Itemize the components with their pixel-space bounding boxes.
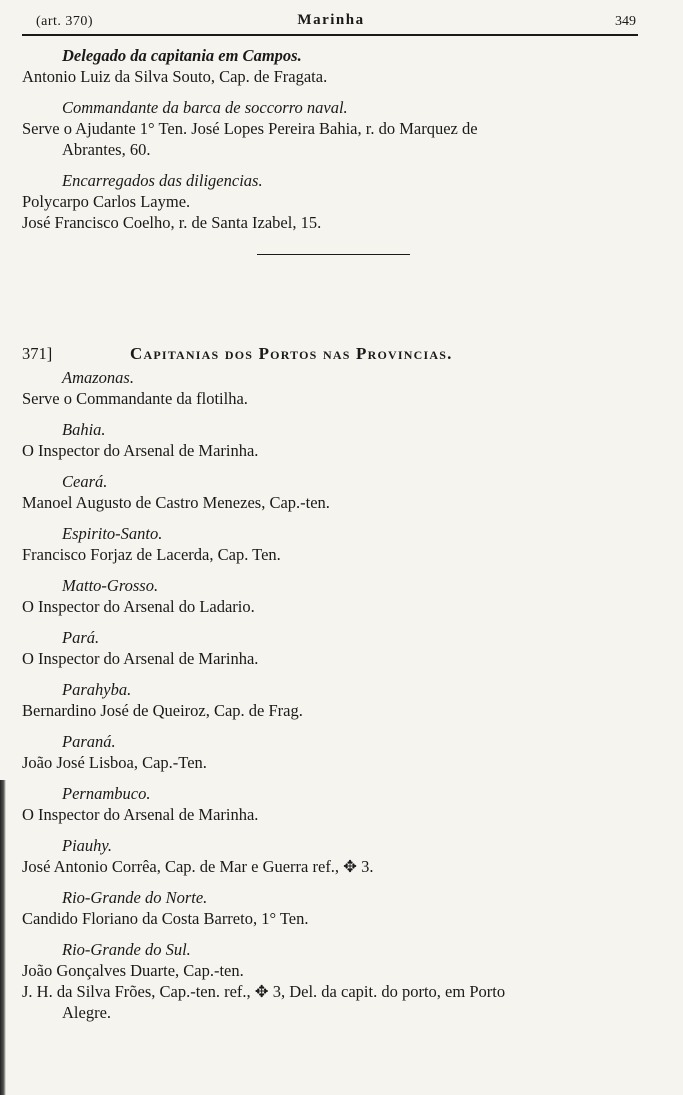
province-line-continued: Alegre. [62,1003,112,1022]
entry-heading: Delegado da capitania em Campos. [62,46,302,65]
entry-heading: Encarregados das diligencias. [62,171,263,190]
province-name: Pará. [62,628,100,647]
province-line: J. H. da Silva Frões, Cap.-ten. ref., ✥ 3, Del. da capit. do porto, em Porto [22,982,506,1001]
section-divider [257,254,410,255]
province-entry [22,523,652,565]
header-rule [22,34,638,36]
entry-commandante [22,97,652,160]
province-entry [22,939,652,1023]
province-entry [22,783,652,825]
top-block [22,45,652,243]
province-line: João José Lisboa, Cap.-Ten. [22,753,207,772]
province-name: Parahyba. [62,680,132,699]
province-line: Manoel Augusto de Castro Menezes, Cap.-ten. [22,493,330,512]
entry-line: Antonio Luiz da Silva Souto, Cap. de Fragata. [22,67,328,86]
province-entry [22,679,652,721]
province-name: Ceará. [62,472,108,491]
section-number: 371] [22,344,53,363]
province-entry [22,731,652,773]
province-name: Matto-Grosso. [62,576,159,595]
province-line: O Inspector do Arsenal de Marinha. [22,805,259,824]
province-entry [22,835,652,877]
entry-encarregados [22,170,652,233]
entry-line: José Francisco Coelho, r. de Santa Izabel, 15. [22,213,322,232]
province-entry [22,367,652,409]
province-entry [22,471,652,513]
entry-line-continued: Abrantes, 60. [62,140,151,159]
province-entry [22,887,652,929]
province-line: Bernardino José de Queiroz, Cap. de Frag. [22,701,303,720]
province-entry [22,627,652,669]
line-text: Serve o Ajudante 1° Ten. José Lopes Pereira Bahia, r. do Marquez de [22,119,478,138]
entry-heading: Commandante da barca de soccorro naval. [62,98,348,117]
province-line: José Antonio Corrêa, Cap. de Mar e Guerra ref., ✥ 3. [22,857,374,876]
province-name: Rio-Grande do Sul. [62,940,191,959]
province-line: João Gonçalves Duarte, Cap.-ten. [22,961,244,980]
province-entry [22,575,652,617]
province-name: Piauhy. [62,836,112,855]
province-name: Rio-Grande do Norte. [62,888,208,907]
province-entry [22,419,652,461]
page-binding-shadow [0,780,6,1095]
province-line: Candido Floriano da Costa Barreto, 1° Ten. [22,909,309,928]
section-title: Capitanias dos Portos nas Provincias. [130,344,453,363]
province-line: Francisco Forjaz de Lacerda, Cap. Ten. [22,545,281,564]
entry-line [22,118,676,139]
header-title: Marinha [297,12,365,28]
province-name: Paraná. [62,732,116,751]
entry-line: Polycarpo Carlos Layme. [22,192,191,211]
page-header [26,9,636,31]
provinces-list [22,367,652,1033]
province-line: Serve o Commandante da flotilha. [22,389,248,408]
province-line: O Inspector do Arsenal de Marinha. [22,441,259,460]
section-title-row [22,343,662,365]
province-name: Bahia. [62,420,106,439]
province-name: Pernambuco. [62,784,151,803]
province-line: O Inspector do Arsenal do Ladario. [22,597,255,616]
entry-delegado [22,45,652,87]
header-article-ref: (art. 370) [36,14,94,29]
province-line: O Inspector do Arsenal de Marinha. [22,649,259,668]
province-name: Amazonas. [62,368,134,387]
province-name: Espirito-Santo. [62,524,163,543]
page-number: 349 [615,14,636,29]
